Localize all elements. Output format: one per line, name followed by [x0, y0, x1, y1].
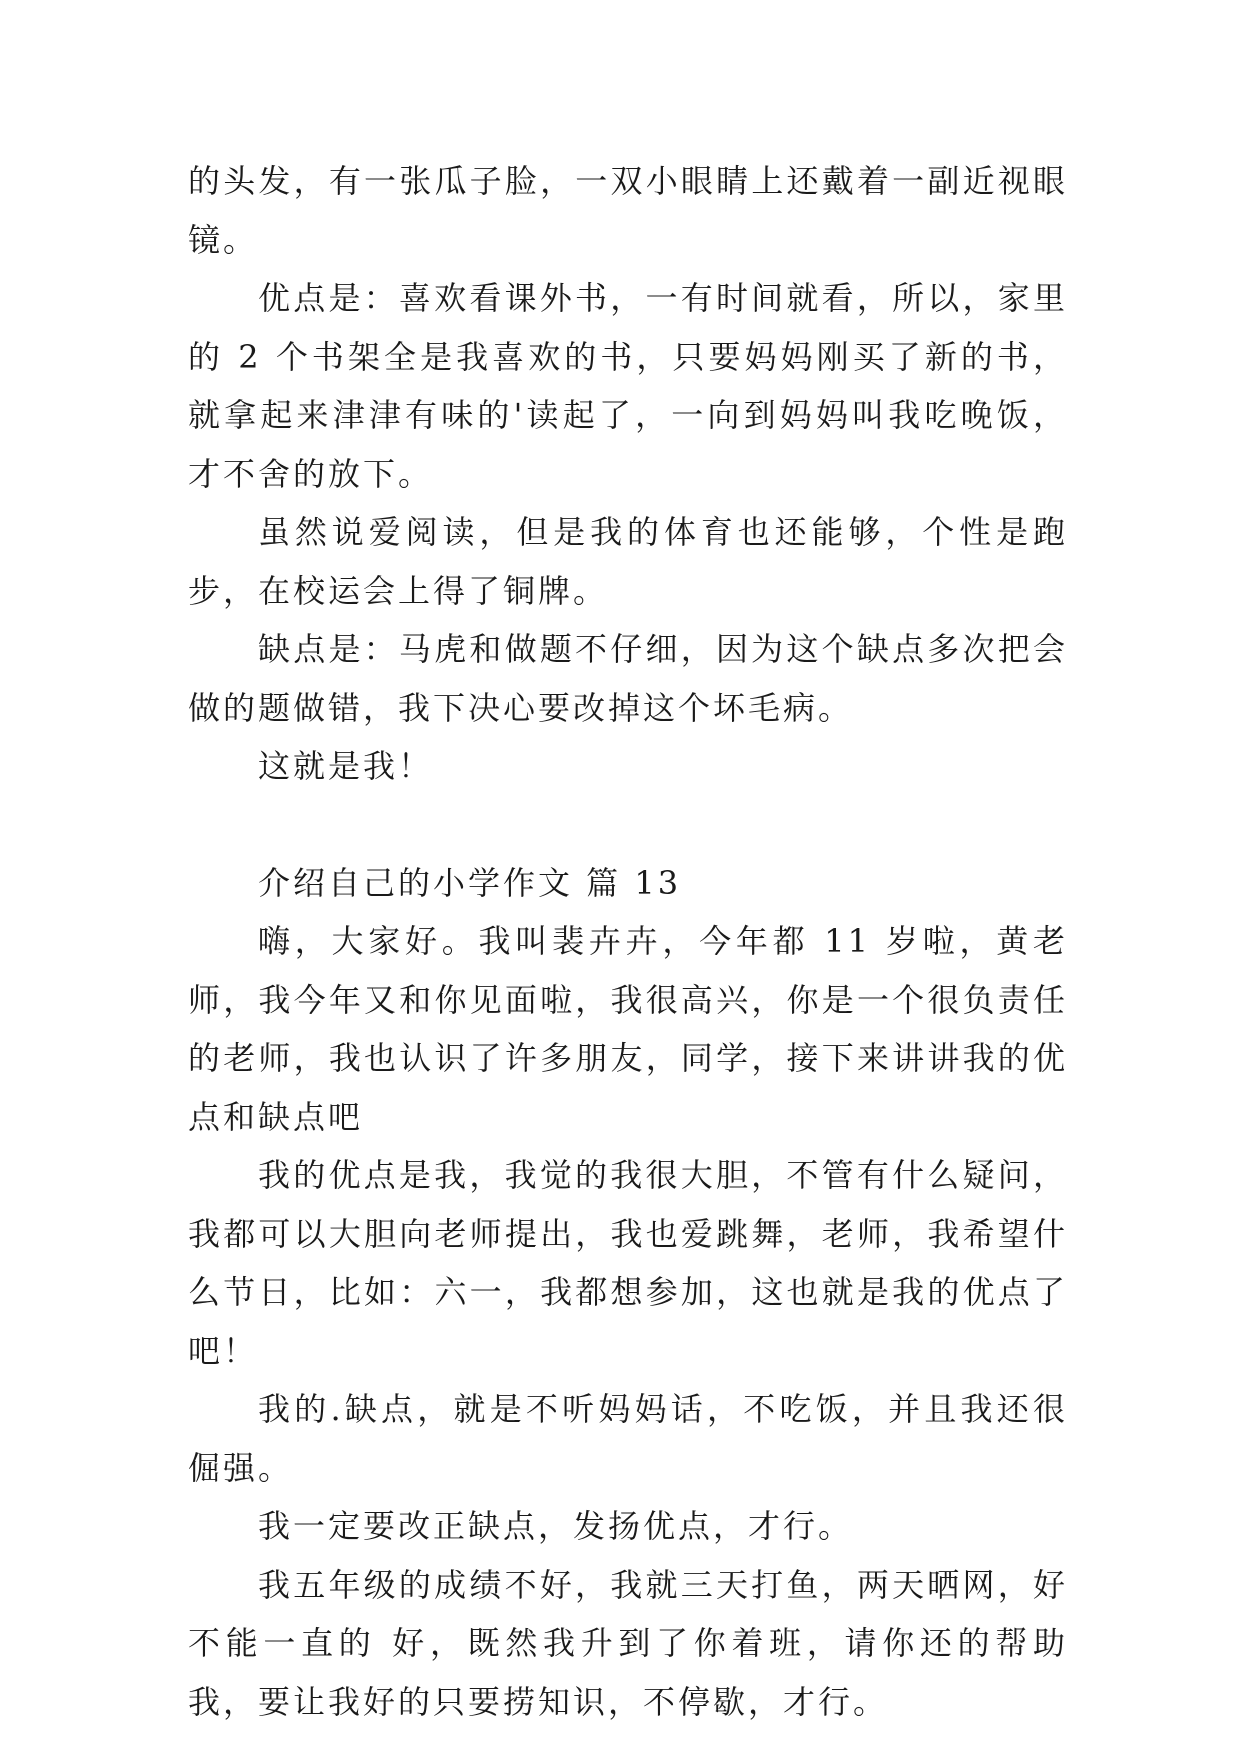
paragraph-advantages: 我的优点是我，我觉的我很大胆，不管有什么疑问，我都可以大胆向老师提出，我也爱跳舞，老师，我希望什么节日，比如：六一，我都想参加，这也就是我的优点了吧！: [188, 1156, 1068, 1370]
essay-heading: 介绍自己的小学作文 篇 13: [258, 863, 682, 902]
paragraph-greeting: 嗨，大家好。我叫裴卉卉，今年都 11 岁啦，黄老师，我今年又和你见面啦，我很高兴，你是一个很负责任的老师，我也认识了许多朋友，同学，接下来讲讲我的优点和缺点吧: [188, 922, 1068, 1136]
paragraph-sports: 虽然说爱阅读，但是我的体育也还能够，个性是跑步，在校运会上得了铜牌。: [188, 513, 1068, 610]
paragraph-weaknesses: 缺点是：马虎和做题不仔细，因为这个缺点多次把会做的题做错，我下决心要改掉这个坏毛病。: [188, 630, 1068, 727]
paragraph-resolution: 我一定要改正缺点，发扬优点，才行。: [258, 1507, 854, 1545]
paragraph-closing: 这就是我！: [258, 747, 434, 785]
paragraph-disadvantages: 我的.缺点，就是不听妈妈话，不吃饭，并且我还很倔强。: [188, 1390, 1068, 1487]
paragraph-grades: 我五年级的成绩不好，我就三天打鱼，两天晒网，好不能一直的 好，既然我升到了你着班，请你还的帮助我，要让我好的只要捞知识，不停歇，才行。: [188, 1565, 1068, 1721]
document-body: [188, 152, 1068, 1731]
paragraph-strengths: 优点是：喜欢看课外书，一有时间就看，所以，家里的 2 个书架全是我喜欢的书，只要妈妈刚买了新的书，就拿起来津津有味的'读起了，一向到妈妈叫我吃晚饭，才不舍的放下。: [188, 279, 1068, 493]
paragraph-continuation: 的头发，有一张瓜子脸，一双小眼睛上还戴着一副近视眼镜。: [188, 162, 1068, 259]
